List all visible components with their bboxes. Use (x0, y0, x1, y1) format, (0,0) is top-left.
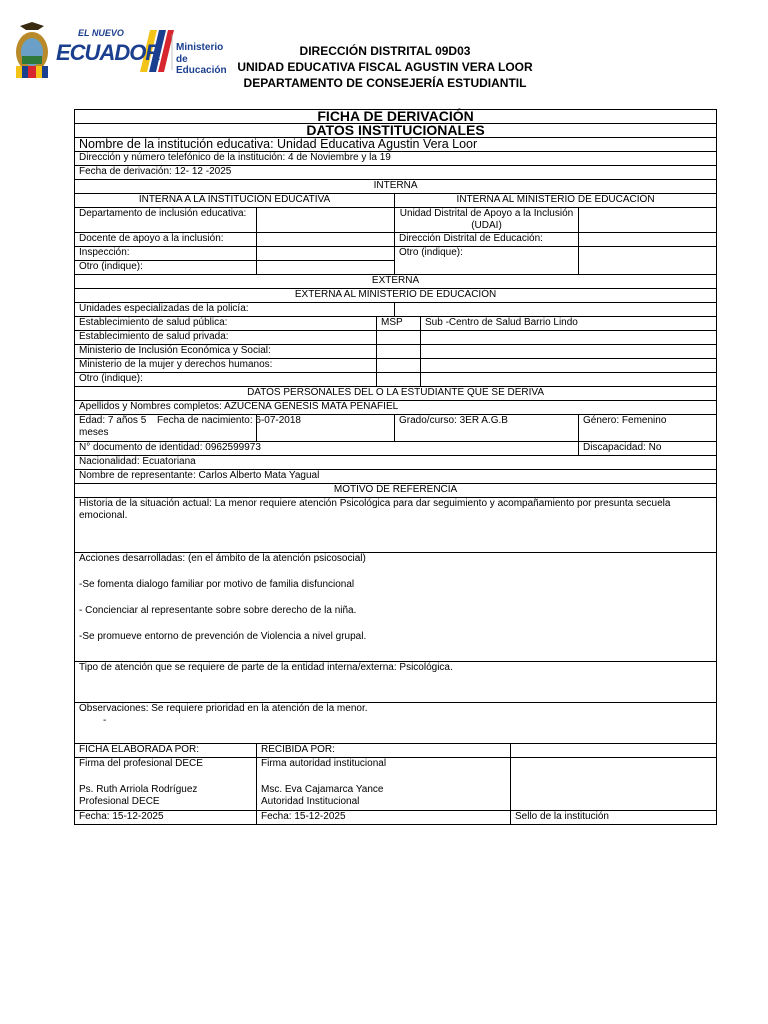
referral-history: Historia de la situación actual: La menor requiere atención Psicológica para dar seguimiento y acompañamiento por presunta secuela emocional. (75, 498, 717, 553)
student-age-text: Edad: 7 años 5 meses (79, 415, 147, 438)
internal-right-value[interactable] (579, 233, 717, 247)
internal-left-item: Otro (indique): (75, 261, 257, 275)
student-representative: Nombre de representante: Carlos Alberto Mata Yagual (75, 470, 717, 484)
authority-signature-label: Firma autoridad institucional (261, 758, 387, 769)
dece-role: Profesional DECE (79, 796, 160, 807)
internal-right-item: Unidad Distrital de Apoyo a la Inclusión (UDAI) (395, 208, 579, 233)
date-left: Fecha: 15-12-2025 (75, 811, 257, 825)
external-item: Ministerio de la mujer y derechos humanos: (75, 359, 377, 373)
internal-left-value[interactable] (257, 233, 395, 247)
form-title: FICHA DE DERIVACIÓN (75, 110, 717, 124)
action-item: -Se promueve entorno de prevención de Violencia a nivel grupal. (79, 631, 367, 642)
internal-ministry-header: INTERNA AL MINISTERIO DE EDUCACIÓN (395, 194, 717, 208)
header-school: UNIDAD EDUCATIVA FISCAL AGUSTIN VERA LOOR (237, 60, 533, 74)
student-nationality: Nacionalidad: Ecuatoriana (75, 456, 717, 470)
student-grade: Grado/curso: 3ER A.G.B (395, 415, 579, 442)
external-code[interactable] (377, 331, 421, 345)
observations (75, 703, 717, 744)
seal-area (511, 758, 717, 811)
referral-form (74, 109, 717, 825)
external-detail[interactable] (421, 373, 717, 387)
internal-right-item: Otro (indique): (395, 247, 579, 275)
external-item: Otro (indique): (75, 373, 377, 387)
internal-left-item: Departamento de inclusión educativa: (75, 208, 257, 233)
header-department: DEPARTAMENTO DE CONSEJERÍA ESTUDIANTIL (243, 76, 527, 90)
external-detail[interactable] (421, 359, 717, 373)
internal-left-value[interactable] (257, 208, 395, 233)
internal-left-value[interactable] (257, 247, 395, 261)
actions-title: Acciones desarrolladas: (en el ámbito de la atención psicosocial) (79, 553, 366, 564)
referral-date: Fecha de derivación: 12- 12 -2025 (75, 166, 717, 180)
referral-actions (75, 553, 717, 662)
date-mid: Fecha: 15-12-2025 (257, 811, 511, 825)
institutional-title: DATOS INSTITUCIONALES (75, 124, 717, 138)
internal-left-item: Inspección: (75, 247, 257, 261)
student-section-title: DATOS PERSONALES DEL O LA ESTUDIANTE QUE SE DERIVA (75, 387, 717, 401)
student-disability: Discapacidad: No (579, 442, 717, 456)
header-district: DIRECCIÓN DISTRITAL 09D03 (299, 44, 471, 58)
seal-label: Sello de la institución (511, 811, 717, 825)
institution-name: Nombre de la institución educativa: Unidad Educativa Agustin Vera Loor (75, 138, 717, 152)
dece-name: Ps. Ruth Arriola Rodríguez (79, 784, 198, 795)
student-gender: Género: Femenino (579, 415, 717, 442)
action-item: -Se fomenta dialogo familiar por motivo de familia disfuncional (79, 579, 355, 590)
authority-name: Msc. Eva Cajamarca Yance (261, 784, 384, 795)
external-code: MSP (377, 317, 421, 331)
student-age (75, 415, 301, 442)
referral-title: MOTIVO DE REFERENCIA (75, 484, 717, 498)
internal-right-value[interactable] (579, 208, 717, 233)
internal-right-item: Dirección Distrital de Educación: (395, 233, 579, 247)
external-item: Ministerio de Inclusión Económica y Social: (75, 345, 377, 359)
external-code[interactable] (377, 359, 421, 373)
external-detail[interactable] (421, 345, 717, 359)
internal-left-item: Docente de apoyo a la inclusión: (75, 233, 257, 247)
external-subheader: EXTERNA AL MINISTERIO DE EDUCACIÓN (75, 289, 717, 303)
observations-text: Observaciones: Se requiere prioridad en la atención de la menor. (79, 703, 368, 714)
external-item: Establecimiento de salud privada: (75, 331, 377, 345)
observations-bullet: - (103, 715, 107, 726)
authority-signature-block (257, 758, 511, 811)
authority-role: Autoridad Institucional (261, 796, 360, 807)
external-item: Establecimiento de salud pública: (75, 317, 377, 331)
internal-school-header: INTERNA A LA INSTITUCIÓN EDUCATIVA (75, 194, 395, 208)
internal-left-value[interactable] (257, 261, 395, 275)
external-detail[interactable] (395, 303, 717, 317)
ministry-logo (8, 22, 233, 82)
external-code[interactable] (377, 345, 421, 359)
address-phone: Dirección y número telefónico de la institución: 4 de Noviembre y la 19 (75, 152, 717, 166)
document-header (225, 43, 545, 91)
made-by-label: FICHA ELABORADA POR: (75, 744, 257, 758)
received-by-label: RECIBIDA POR: (257, 744, 511, 758)
student-id: N° documento de identidad: 0962599973 (75, 442, 579, 456)
internal-title: INTERNA (75, 180, 717, 194)
student-birth-date: Fecha de nacimiento: 6-07-2018 (157, 415, 301, 426)
action-item: - Concienciar al representante sobre sobre derecho de la niña. (79, 605, 357, 616)
dece-signature-label: Firma del profesional DECE (79, 758, 203, 769)
brand-main: ECUADOR (56, 40, 161, 65)
internal-right-value[interactable] (579, 247, 717, 275)
ministry-line1: Ministerio (176, 42, 224, 53)
external-title: EXTERNA (75, 275, 717, 289)
external-code[interactable] (377, 373, 421, 387)
ministry-line2: de Educación (176, 54, 227, 76)
external-detail[interactable] (421, 331, 717, 345)
external-detail: Sub -Centro de Salud Barrio Lindo (421, 317, 717, 331)
student-full-name: Apellidos y Nombres completos: AZUCENA GENESIS MATA PEÑAFIEL (75, 401, 717, 415)
seal-header-cell (511, 744, 717, 758)
brand-top: EL NUEVO (78, 28, 124, 38)
dece-signature-block (75, 758, 257, 811)
attention-type: Tipo de atención que se requiere de parte de la entidad interna/externa: Psicológica. (75, 662, 717, 703)
external-item: Unidades especializadas de la policía: (75, 303, 395, 317)
